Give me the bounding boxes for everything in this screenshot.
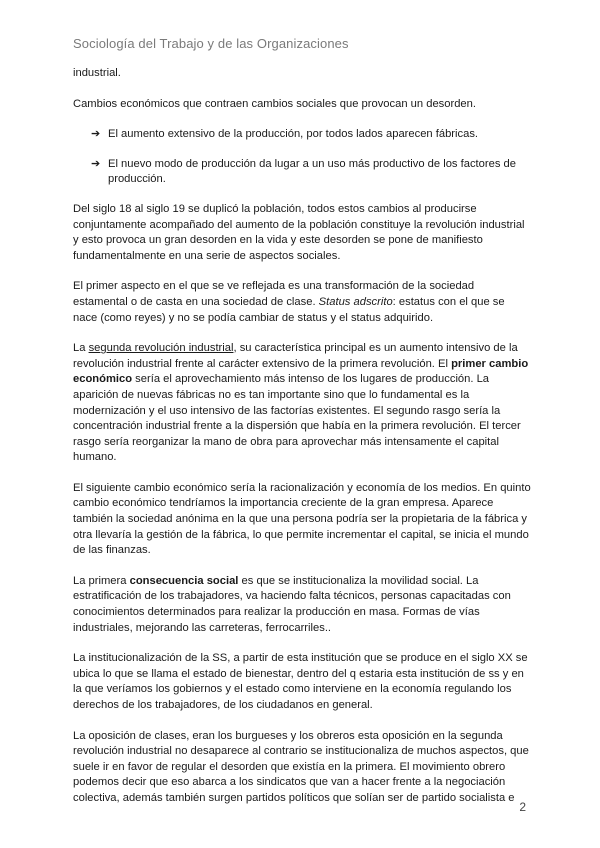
list-item-text: El nuevo modo de producción da lugar a un uso más productivo de los factores de producción.	[108, 157, 516, 186]
list-item-text: El aumento extensivo de la producción, por todos lados aparecen fábricas.	[108, 128, 479, 141]
paragraph-social-security: La institucionalización de la SS, a partir de esta institución que se produce en el siglo XX se ubica lo que se llama el estado de bienestar, dentro del q estaria esta institución de ss y en la que veríamos los gobiernos y el estado como interviene en la economía regulando los derechos de los trabajadores, de los ciudadanos en general.	[73, 652, 528, 711]
arrow-bullet-icon: ➔	[91, 157, 101, 170]
page-number: 2	[519, 800, 526, 814]
list-item	[91, 127, 531, 143]
paragraph-second-revolution: La segunda revolución industrial, su característica principal es un aumento intensivo de la revolución industrial frente al carácter extensivo de la primera revolución. El primer cambio económico sería el aprovechamiento más intenso de los lugares de producción. La aparición de nuevas fábricas no es tan importante sino que lo fundamental es la modernización y el uso intensivo de las factorías existentes. El segundo rasgo sería la concentración industrial frente a la dispersión que había en la primera revolución. El tercer rasgo sería reorganizar la mano de obra para aprovechar más intensamente el capital humano.	[73, 342, 529, 464]
paragraph-class-opposition: La oposición de clases, eran los burgueses y los obreros esta oposición en la segunda revolución industrial no desaparece al contrario se institucionaliza de muchos aspectos, que suele ir en favor de regular el desorden que existía en la primera. El movimiento obrero podemos decir que eso abarca a los sindicatos que van a hacer frente a la negociación colectiva, además también surgen partidos políticos que solían ser de partido socialista e	[73, 729, 529, 804]
paragraph-population: Del siglo 18 al siglo 19 se duplicó la población, todos estos cambios al producirse conjuntamente acompañado del aumento de la población constituye la revolución industrial y esto provoca un gran desorden en la vida y este desorden se pone de manifiesto fundamentalmente en una serie de aspectos sociales.	[73, 202, 525, 262]
paragraph-continuation: industrial.	[73, 67, 121, 79]
running-header: Sociología del Trabajo y de las Organizaciones	[73, 36, 349, 51]
term-consecuencia-social: consecuencia social	[129, 574, 239, 587]
paragraph-status: El primer aspecto en el que se ve reflejada es una transformación de la sociedad estamental o de casta en una sociedad de clase. Status adscrito: estatus con el que se nace (como reyes) y no se podía cambiar de status y el status adquirido.	[73, 280, 505, 324]
paragraph-intro: Cambios económicos que contraen cambios sociales que provocan un desorden.	[73, 97, 476, 110]
paragraph-rationalization: El siguiente cambio económico sería la racionalización y economía de los medios. En quinto cambio económico tendríamos la importancia creciente de la gran empresa. Aparece también la sociedad anónima en la que una persona podría ser la propietaria de la fábrica y otra llevaría la gestión de la fábrica, lo que permite incrementar el capital, se inicia el mundo de las finanzas.	[73, 481, 531, 557]
list-item	[91, 157, 531, 188]
body-text	[73, 66, 531, 822]
bullet-list	[73, 127, 531, 188]
paragraph-social-consequence: La primera consecuencia social es que se institucionaliza la movilidad social. La estratificación de los trabajadores, va haciendo falta técnicos, personas capacitadas con conocimientos determinados para realizar la producción en masa. Formas de vías industriales, mejorando las carreteras, ferrocarriles..	[73, 574, 511, 634]
term-primer-cambio: primer cambio económico	[73, 357, 529, 386]
term-status-adscrito: Status adscrito	[318, 295, 393, 308]
term-segunda-revolucion: segunda revolución industrial	[88, 342, 234, 355]
arrow-bullet-icon: ➔	[91, 128, 101, 141]
